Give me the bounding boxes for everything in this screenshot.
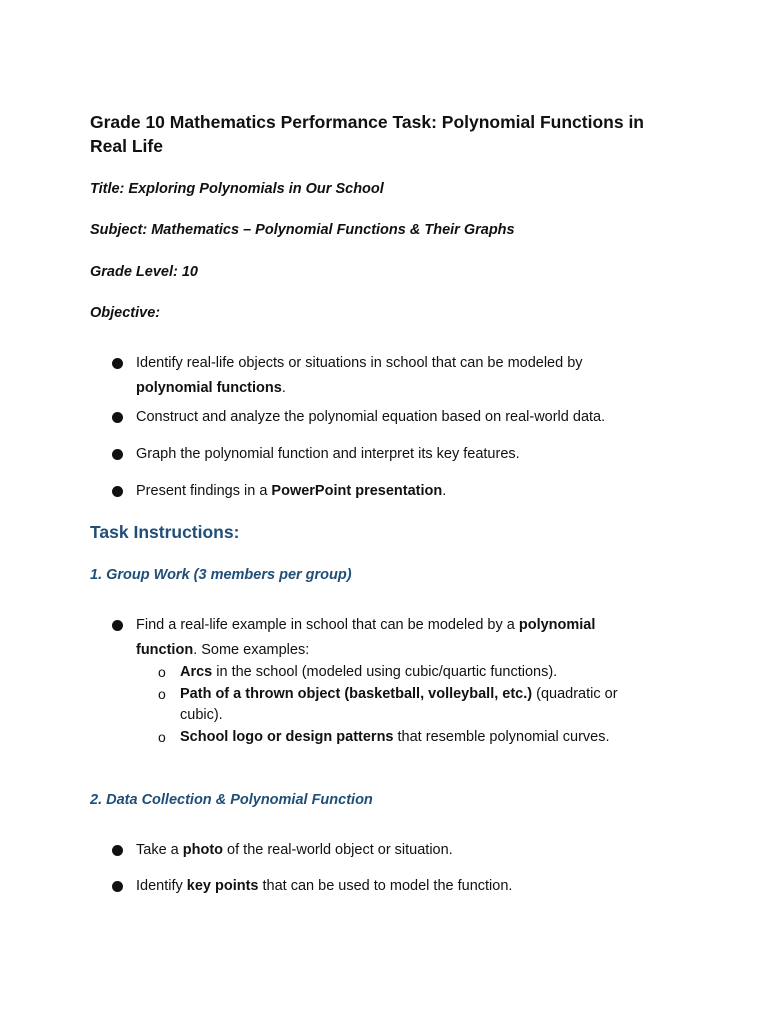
item-text: Identify real-life objects or situations in school that can be modeled by xyxy=(136,355,583,371)
item-text-end: . Some examples: xyxy=(193,642,310,658)
bullet-icon xyxy=(112,486,123,497)
bullet-icon xyxy=(112,412,123,423)
item-text-end: of the real-world object or situation. xyxy=(223,842,453,858)
item-bold-text: polynomial function xyxy=(136,617,596,658)
bullet-icon xyxy=(112,358,123,369)
objective-label: Objective: xyxy=(90,305,161,321)
item-text-end: . xyxy=(442,483,447,499)
item-text-end: . xyxy=(281,380,286,396)
item-bold-text: photo xyxy=(182,842,224,858)
item-text: Identify xyxy=(136,878,187,894)
item-text: Graph the polynomial function and interpret its key features. xyxy=(136,446,520,462)
grade-level-line: Grade Level: 10 xyxy=(90,264,198,280)
title-line: Title: Exploring Polynomials in Our School xyxy=(90,181,384,197)
bullet-icon xyxy=(112,620,123,631)
bullet-icon xyxy=(112,845,123,856)
bullet-icon xyxy=(112,881,123,892)
example-bold-text: Path of a thrown object (basketball, volleyball, etc.) xyxy=(180,686,533,702)
sub-bullet-icon: o xyxy=(158,686,166,702)
item-text: Construct and analyze the polynomial equation based on real-world data. xyxy=(136,409,606,425)
item-bold-text: PowerPoint presentation xyxy=(271,483,443,499)
example-text: (quadratic or cubic). xyxy=(180,686,618,723)
item-text: Find a real-life example in school that can be modeled by a xyxy=(136,617,519,633)
document-title: Grade 10 Mathematics Performance Task: Polynomial Functions in Real Life xyxy=(90,112,645,156)
bullet-icon xyxy=(112,449,123,460)
sub-bullet-icon: o xyxy=(158,729,166,745)
subject-line: Subject: Mathematics – Polynomial Functions & Their Graphs xyxy=(90,222,515,238)
item-text: Take a xyxy=(136,842,183,858)
task-instructions-heading: Task Instructions: xyxy=(90,522,240,542)
sub-bullet-icon: o xyxy=(158,664,166,680)
example-text: in the school (modeled using cubic/quartic functions). xyxy=(212,664,558,680)
item-bold-text: key points xyxy=(186,878,259,894)
example-bold-text: Arcs xyxy=(180,664,213,680)
item-text: Present findings in a xyxy=(136,483,272,499)
example-bold-text: School logo or design patterns xyxy=(180,729,394,745)
section-1-heading: 1. Group Work (3 members per group) xyxy=(90,567,352,583)
item-text-end: that can be used to model the function. xyxy=(258,878,513,894)
section-2-heading: 2. Data Collection & Polynomial Function xyxy=(90,792,373,808)
example-text: that resemble polynomial curves. xyxy=(393,729,610,745)
item-bold-text: polynomial functions xyxy=(136,380,282,396)
